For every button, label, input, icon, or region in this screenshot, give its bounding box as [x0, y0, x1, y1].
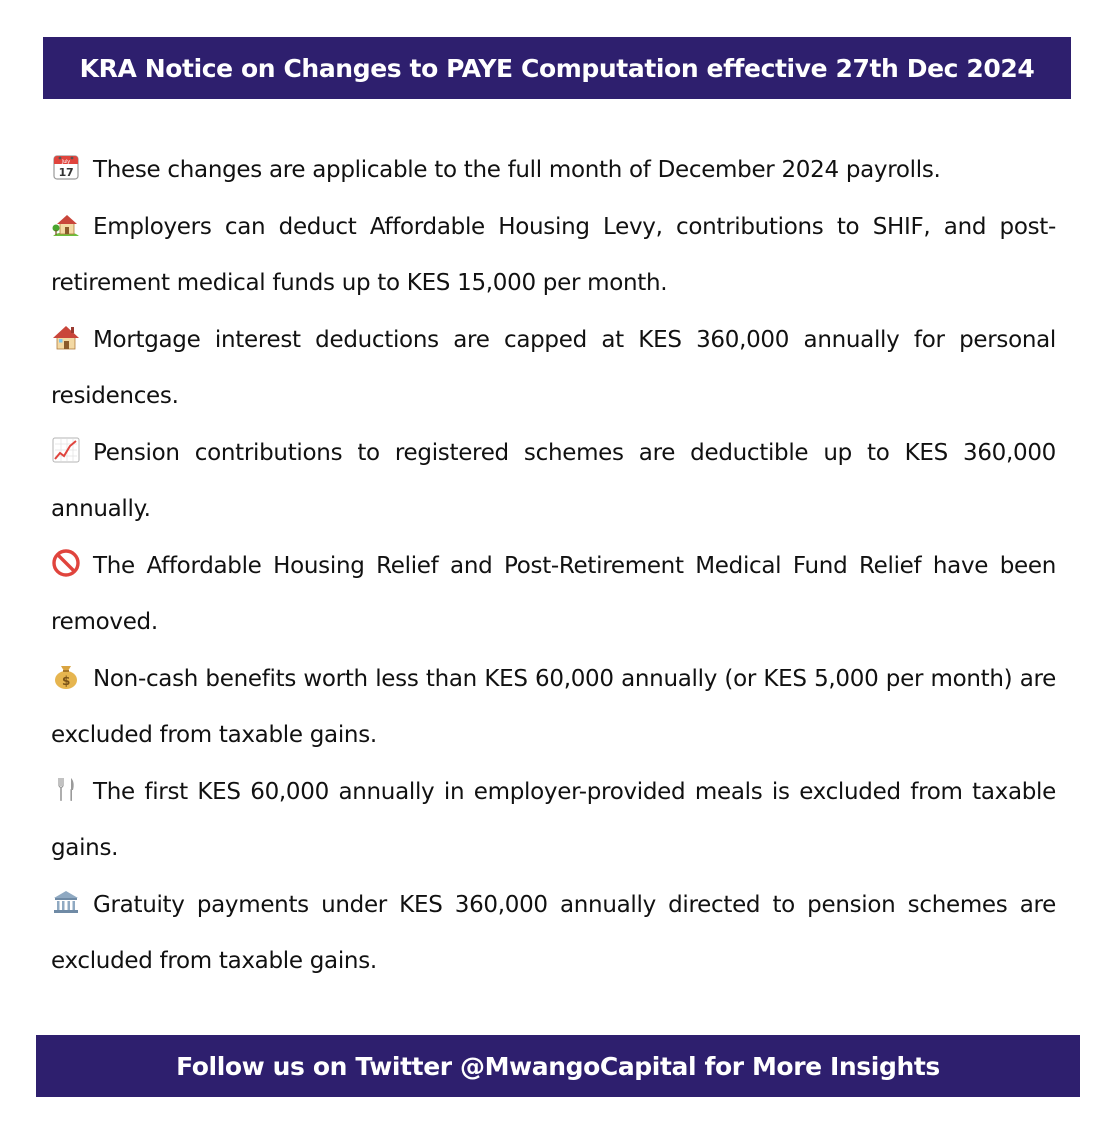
list-item [51, 764, 1056, 876]
follow-text: Follow us on Twitter @MwangoCapital for More Insights [176, 1051, 940, 1081]
calendar-icon [51, 152, 81, 182]
list-item [51, 142, 1056, 198]
title-banner [43, 37, 1071, 99]
item-text: Non-cash benefits worth less than KES 60,000 annually (or KES 5,000 per month) are excluded from taxable gains. [51, 666, 1056, 748]
page-title: KRA Notice on Changes to PAYE Computation effective 27th Dec 2024 [79, 53, 1035, 83]
item-text: These changes are applicable to the full month of December 2024 payrolls. [93, 157, 941, 183]
list-item [51, 538, 1056, 650]
item-text: Pension contributions to registered schemes are deductible up to KES 360,000 annually. [51, 440, 1056, 522]
svg-text:17: 17 [58, 166, 74, 179]
house-garden-icon [51, 209, 81, 239]
money-bag-icon [51, 661, 81, 691]
item-text: Gratuity payments under KES 360,000 annually directed to pension schemes are excluded from taxable gains. [51, 892, 1056, 974]
chart-increasing-icon [51, 435, 81, 465]
prohibited-icon [51, 548, 81, 578]
list-item [51, 651, 1056, 763]
fork-knife-icon [51, 774, 81, 804]
list-item [51, 425, 1056, 537]
list-item [51, 199, 1056, 311]
svg-text:July: July [62, 159, 70, 165]
list-item [51, 312, 1056, 424]
bank-icon [51, 887, 81, 917]
item-text: The first KES 60,000 annually in employer-provided meals is excluded from taxable gains. [51, 779, 1056, 861]
item-text: Employers can deduct Affordable Housing Levy, contributions to SHIF, and post-retirement medical funds up to KES 15,000 per month. [51, 214, 1056, 296]
footer-banner [36, 1035, 1080, 1097]
svg-text:$: $ [61, 674, 71, 688]
notice-list [51, 142, 1056, 990]
house-icon [51, 322, 81, 352]
item-text: The Affordable Housing Relief and Post-Retirement Medical Fund Relief have been removed. [51, 553, 1056, 635]
item-text: Mortgage interest deductions are capped at KES 360,000 annually for personal residences. [51, 327, 1056, 409]
list-item [51, 877, 1056, 989]
